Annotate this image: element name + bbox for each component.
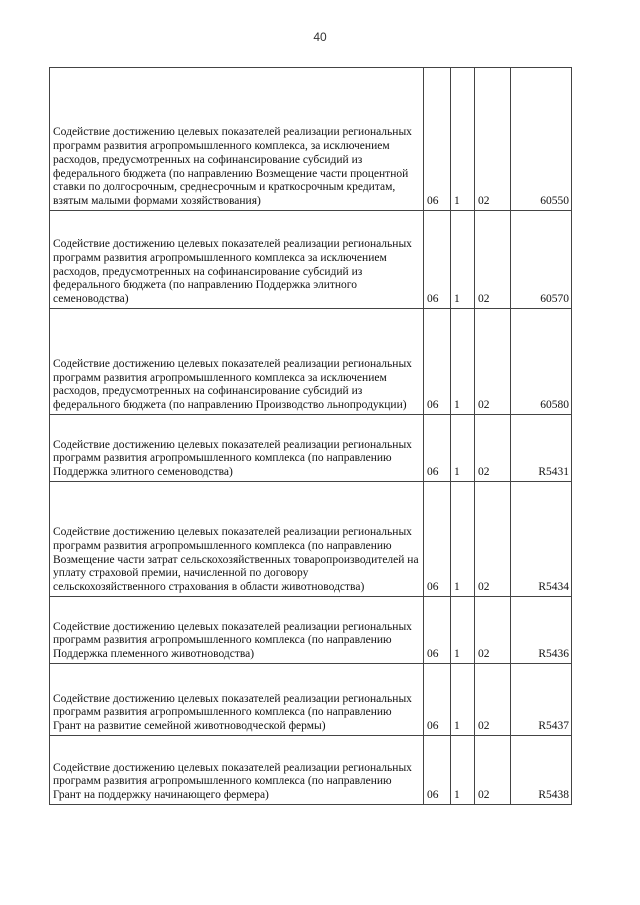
- row-section: 06: [424, 68, 451, 211]
- table-row: [50, 309, 572, 415]
- table-row: [50, 482, 572, 597]
- row-description: Содействие достижению целевых показателей реализации региональных программ развития агропромышленного комплекса за исключением расходов, предусмотренных на софинансирование субсидий из федерального бюджета (по направлению Производство льнопродукции): [50, 309, 424, 415]
- row-subsection: 1: [451, 68, 475, 211]
- row-subsection: 1: [451, 736, 475, 805]
- row-section: 06: [424, 415, 451, 482]
- row-code: 60550: [511, 68, 572, 211]
- row-event: 02: [475, 309, 511, 415]
- row-event: 02: [475, 68, 511, 211]
- row-section: 06: [424, 664, 451, 736]
- row-subsection: 1: [451, 664, 475, 736]
- row-section: 06: [424, 309, 451, 415]
- row-description: Содействие достижению целевых показателей реализации региональных программ развития агропромышленного комплекса (по направлению Грант на развитие семейной животноводческой фермы): [50, 664, 424, 736]
- row-code: 60570: [511, 211, 572, 309]
- table-row: [50, 211, 572, 309]
- row-section: 06: [424, 736, 451, 805]
- row-subsection: 1: [451, 309, 475, 415]
- row-section: 06: [424, 482, 451, 597]
- row-description: Содействие достижению целевых показателей реализации региональных программ развития агропромышленного комплекса (по направлению Поддержка элитного семеноводства): [50, 415, 424, 482]
- row-description: Содействие достижению целевых показателей реализации региональных программ развития агропромышленного комплекса (по направлению Возмещение части затрат сельскохозяйственных товаропроизводителей на уплату страховой премии, начисленной по договору сельскохозяйственного страхования в области животноводства): [50, 482, 424, 597]
- row-subsection: 1: [451, 211, 475, 309]
- table-row: [50, 68, 572, 211]
- row-code: R5431: [511, 415, 572, 482]
- row-event: 02: [475, 597, 511, 664]
- row-section: 06: [424, 597, 451, 664]
- page-number: 40: [313, 30, 327, 44]
- row-subsection: 1: [451, 482, 475, 597]
- row-description: Содействие достижению целевых показателей реализации региональных программ развития агропромышленного комплекса, за исключением расходов, предусмотренных на софинансирование субсидий из федерального бюджета (по направлению Возмещение части процентной ставки по долгосрочным, среднесрочным и краткосрочным кредитам, взятым малыми формами хозяйствования): [50, 68, 424, 211]
- row-section: 06: [424, 211, 451, 309]
- table-row: [50, 664, 572, 736]
- row-subsection: 1: [451, 597, 475, 664]
- row-description: Содействие достижению целевых показателей реализации региональных программ развития агропромышленного комплекса (по направлению Грант на поддержку начинающего фермера): [50, 736, 424, 805]
- row-description: Содействие достижению целевых показателей реализации региональных программ развития агропромышленного комплекса (по направлению Поддержка племенного животноводства): [50, 597, 424, 664]
- table-row: [50, 415, 572, 482]
- row-code: 60580: [511, 309, 572, 415]
- row-code: R5434: [511, 482, 572, 597]
- row-event: 02: [475, 736, 511, 805]
- row-event: 02: [475, 664, 511, 736]
- row-code: R5436: [511, 597, 572, 664]
- table-row: [50, 736, 572, 805]
- row-subsection: 1: [451, 415, 475, 482]
- row-event: 02: [475, 415, 511, 482]
- table-row: [50, 597, 572, 664]
- row-code: R5438: [511, 736, 572, 805]
- row-description: Содействие достижению целевых показателей реализации региональных программ развития агропромышленного комплекса за исключением расходов, предусмотренных на софинансирование субсидий из федерального бюджета (по направлению Поддержка элитного семеноводства): [50, 211, 424, 309]
- row-code: R5437: [511, 664, 572, 736]
- budget-table: [49, 67, 572, 805]
- row-event: 02: [475, 211, 511, 309]
- row-event: 02: [475, 482, 511, 597]
